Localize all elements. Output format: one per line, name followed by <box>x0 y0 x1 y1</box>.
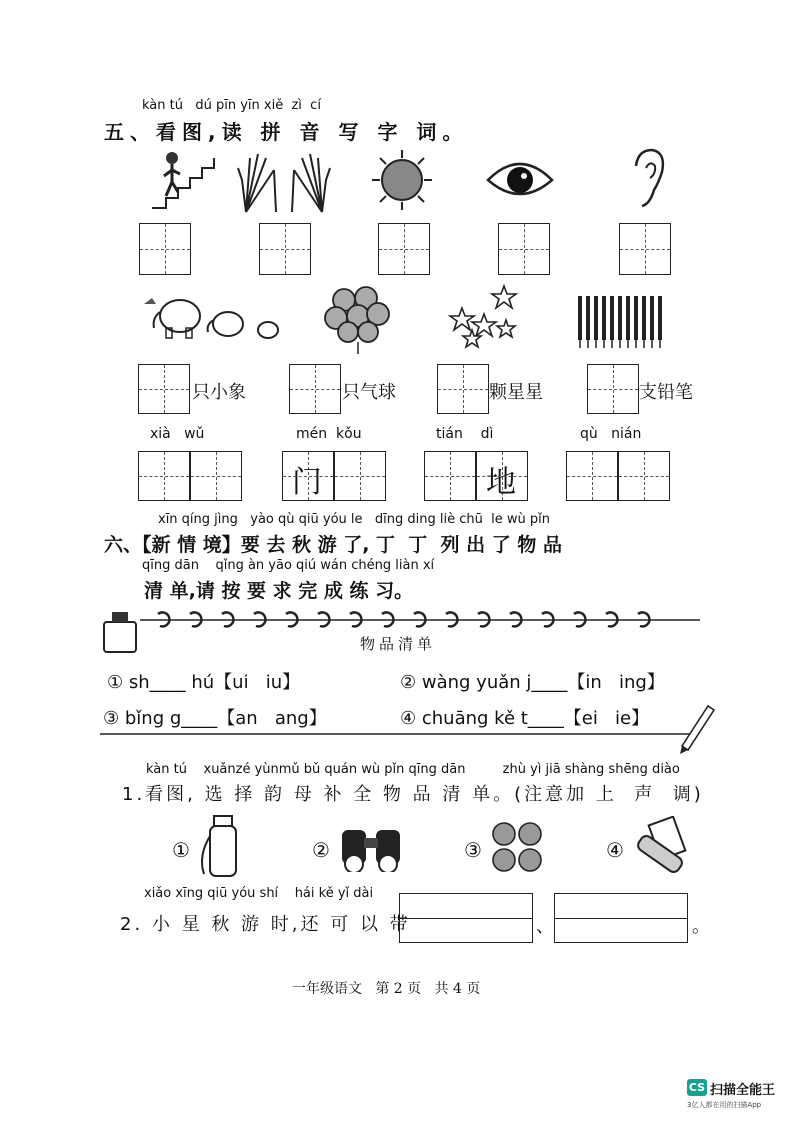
water-bottle-picture <box>196 812 252 880</box>
q2-answer-1[interactable] <box>399 893 533 943</box>
q2-text: 2. 小 星 秋 游 时,还 可 以 带 <box>120 914 411 935</box>
word2-box1 <box>282 451 334 501</box>
page-footer: 一年级语文 第 2 页 共 4 页 <box>292 981 481 997</box>
label-elephants: 只小象 <box>192 382 246 403</box>
q1-num-2: ② <box>312 838 330 862</box>
scanner-logo-icon: CS <box>688 1081 706 1094</box>
q1-num-3: ③ <box>464 838 482 862</box>
q2-pinyin: xiǎo xīng qiū yóu shí hái kě yǐ dài <box>144 886 374 901</box>
q1-text: 1.看图, 选 择 韵 母 补 全 物 品 清 单。(注意加 上 声 调) <box>122 784 704 805</box>
list-title: 物品清单 <box>360 635 437 653</box>
label-balloons: 只气球 <box>342 382 396 403</box>
word1-pinyin: xià wǔ <box>150 426 205 442</box>
section6-line2: 清 单,请 按 要 求 完 成 练 习。 <box>144 580 414 602</box>
word3-given-char: 地 <box>486 465 516 500</box>
q2-separator: 、 <box>536 916 554 937</box>
char-box-5[interactable] <box>619 223 671 275</box>
word3-pinyin: tián dì <box>436 426 494 442</box>
word2-pinyin: mén kǒu <box>296 426 362 442</box>
count-box-stars[interactable] <box>437 364 489 414</box>
eye-picture <box>484 152 556 206</box>
section5-pinyin: kàn tú dú pīn yīn xiě zì cí <box>142 98 321 113</box>
biscuits-picture <box>490 820 546 876</box>
q1-num-4: ④ <box>606 838 624 862</box>
word4-box1[interactable] <box>566 451 618 501</box>
word2-given-char: 门 <box>292 465 322 500</box>
section6-line1: 六、【新 情 境】要 去 秋 游 了, 丁 丁 列 出 了 物 品 <box>104 534 562 556</box>
list-item-2: ② wàng yuǎn j____【in ing】 <box>400 672 665 693</box>
hands-picture <box>236 150 332 216</box>
list-item-3: ③ bǐng g____【an ang】 <box>103 708 327 729</box>
climbing-stairs-picture <box>150 148 220 212</box>
section6-pinyin1: xīn qíng jìng yào qù qiū yóu le dīng ding liè chū le wù pǐn <box>158 512 550 527</box>
word2-box2[interactable] <box>334 451 386 501</box>
ear-picture <box>628 148 668 212</box>
watermark-slogan: 3亿人都在用的扫描App <box>687 1101 762 1109</box>
section5-title: 五、看图,读 拼 音 写 字 词。 <box>104 120 469 144</box>
char-box-4[interactable] <box>498 223 550 275</box>
balloons-picture <box>322 284 392 356</box>
stars-picture <box>448 284 520 350</box>
watermark-name: 扫描全能王 <box>710 1083 776 1098</box>
count-box-elephants[interactable] <box>138 364 190 414</box>
pencils-picture <box>576 292 666 352</box>
word3-box2 <box>476 451 528 501</box>
list-item-1: ① sh____ hú【ui iu】 <box>107 672 301 693</box>
char-box-1[interactable] <box>139 223 191 275</box>
word4-box2[interactable] <box>618 451 670 501</box>
count-box-pencils[interactable] <box>587 364 639 414</box>
char-box-2[interactable] <box>259 223 311 275</box>
label-pencils: 支铅笔 <box>639 382 693 403</box>
char-box-3[interactable] <box>378 223 430 275</box>
q1-num-1: ① <box>172 838 190 862</box>
list-item-4: ④ chuāng kě t____【ei ie】 <box>400 708 650 729</box>
word1-box2[interactable] <box>190 451 242 501</box>
word3-box1[interactable] <box>424 451 476 501</box>
q2-end: 。 <box>692 916 710 937</box>
label-stars: 颗星星 <box>489 382 543 403</box>
q2-answer-2[interactable] <box>554 893 688 943</box>
count-box-balloons[interactable] <box>289 364 341 414</box>
binoculars-picture <box>336 824 406 872</box>
elephants-picture <box>140 290 285 346</box>
word4-pinyin: qù nián <box>580 426 642 442</box>
word1-box1[interactable] <box>138 451 190 501</box>
bandage-picture <box>630 816 694 882</box>
q1-pinyin: kàn tú xuǎnzé yùnmǔ bǔ quán wù pǐn qīng dān zhù yì jiā shàng shēng diào <box>146 762 680 777</box>
section6-pinyin2: qīng dān qǐng àn yāo qiú wán chéng liàn xí <box>142 558 435 573</box>
sun-picture <box>370 148 434 212</box>
